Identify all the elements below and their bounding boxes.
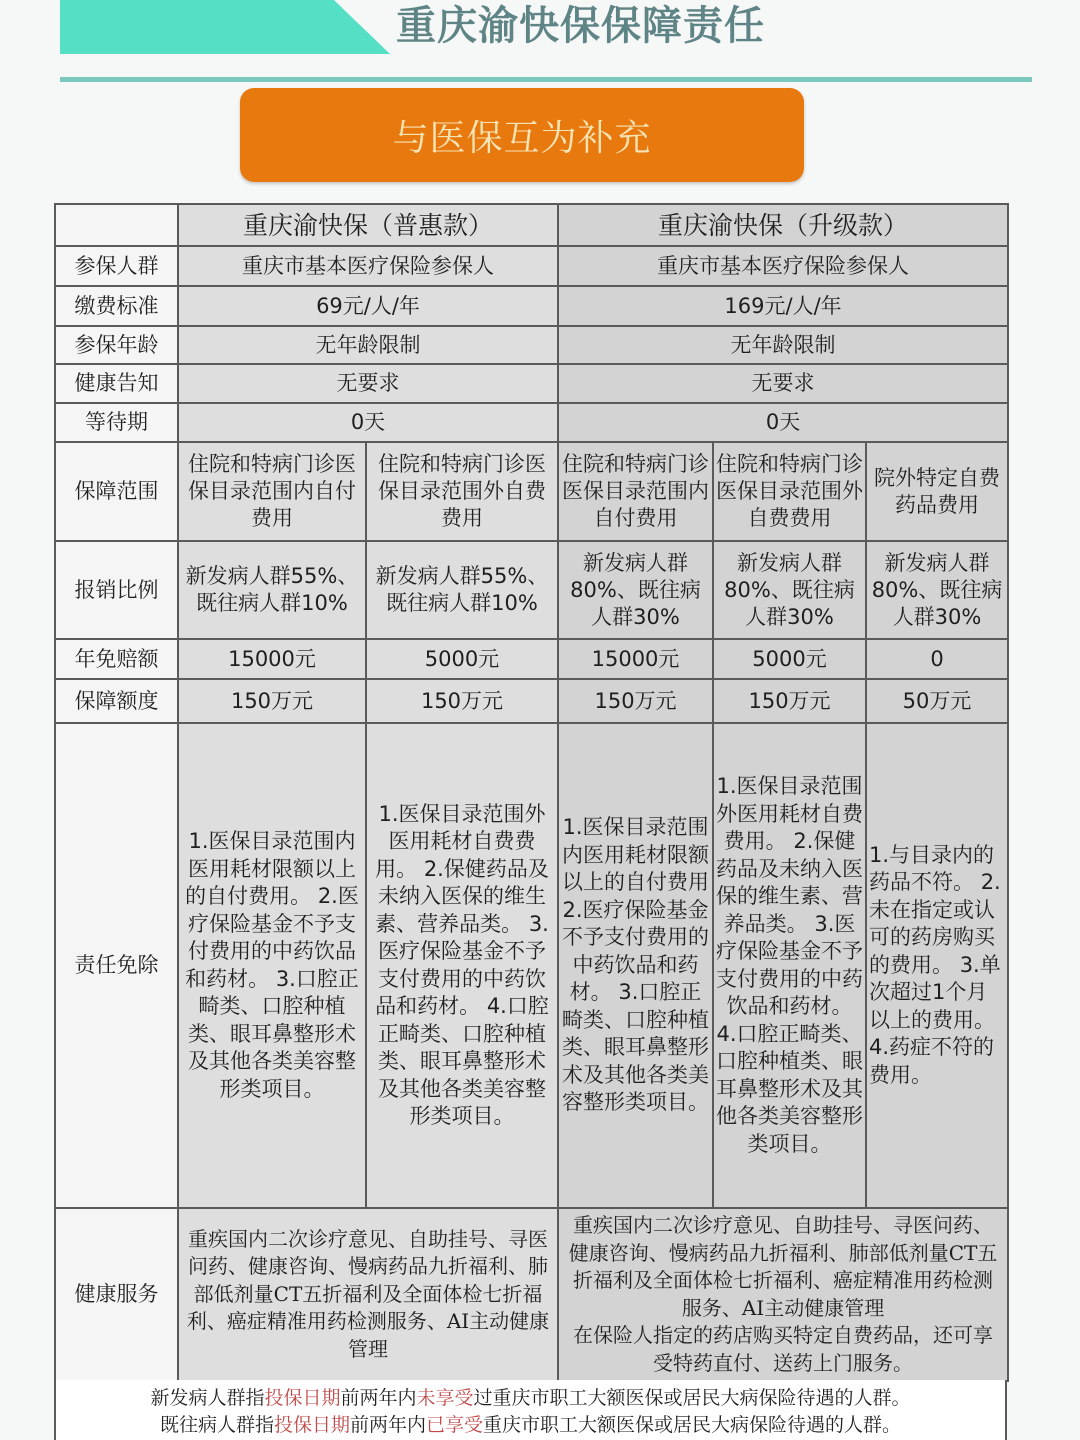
table-row [55, 403, 1008, 442]
table-cell: 住院和特病门诊医保目录范围外自费费用 [366, 442, 558, 541]
table-cell: 5000元 [713, 639, 866, 679]
table-cell: 169元/人/年 [558, 286, 1008, 326]
supplement-banner [240, 88, 804, 182]
table-cell: 无要求 [178, 364, 558, 403]
table-row [55, 326, 1008, 364]
table-cell: 无要求 [558, 364, 1008, 403]
table-row-scope [55, 442, 1008, 541]
table-cell: 150万元 [558, 679, 713, 723]
row-label: 参保年龄 [55, 326, 178, 364]
table-row-deductible [55, 639, 1008, 679]
table-cell: 1.医保目录范围内医用耗材限额以上的自付费用 2.医疗保险基金不予支付费用的中药饮品和药材。 3.口腔正畸类、口腔种植类、眼耳鼻整形术及其他各类美容整形类项目。 [558, 723, 713, 1208]
table-cell: 150万元 [178, 679, 366, 723]
table-cell: 1.与目录内的药品不符。 2.未在指定或认可的药房购买的费用。 3.单次超过1个月以上的费用。 4.药症不符的费用。 [866, 723, 1008, 1208]
row-label: 参保人群 [55, 246, 178, 286]
row-label: 健康服务 [55, 1208, 178, 1381]
row-label: 责任免除 [55, 723, 178, 1208]
row-label: 报销比例 [55, 541, 178, 639]
footnote-line-existing-patients [56, 1412, 1005, 1439]
row-label: 年免赔额 [55, 639, 178, 679]
table-row-health-services [55, 1208, 1008, 1381]
plan-upgrade-header: 重庆渝快保（升级款） [558, 204, 1008, 246]
table-cell: 院外特定自费药品费用 [866, 442, 1008, 541]
table-cell: 新发病人群80%、既往病人群30% [558, 541, 713, 639]
table-cell: 0天 [178, 403, 558, 442]
health-services-extra: 在保险人指定的药店购买特定自费药品，还可享受特药直付、送药上门服务。 [573, 1323, 994, 1375]
table-row-limit [55, 679, 1008, 723]
table-cell [558, 1208, 1008, 1381]
table-cell: 69元/人/年 [178, 286, 558, 326]
table-cell: 无年龄限制 [178, 326, 558, 364]
row-label: 缴费标准 [55, 286, 178, 326]
header-banner-shape [60, 0, 390, 54]
footnote-highlight: 投保日期 [264, 1387, 341, 1409]
coverage-comparison-table [54, 203, 1009, 1382]
table-cell: 15000元 [558, 639, 713, 679]
table-cell: 住院和特病门诊医保目录范围内自付费用 [178, 442, 366, 541]
table-cell: 重疾国内二次诊疗意见、自助挂号、寻医问药、健康咨询、慢病药品九折福利、肺部低剂量CT五折福利及全面体检七折福利、癌症精准用药检测服务、AI主动健康管理 [178, 1208, 558, 1381]
footnote-text: 前两年内 [349, 1414, 426, 1436]
row-label: 健康告知 [55, 364, 178, 403]
table-cell: 新发病人群80%、既往病人群30% [713, 541, 866, 639]
footnote-text: 既往病人群指 [159, 1414, 274, 1436]
table-cell: 0天 [558, 403, 1008, 442]
table-row [55, 246, 1008, 286]
table-row-exclusions [55, 723, 1008, 1208]
table-cell: 新发病人群55%、既往病人群10% [178, 541, 366, 639]
table-cell: 1.医保目录范围外医用耗材自费费用。 2.保健药品及未纳入医保的维生素、营养品类。 3.医疗保险基金不予支付费用的中药饮品和药材。 4.口腔正畸类、口腔种植类、眼耳鼻整形术及其他各类美容整形类项目。 [713, 723, 866, 1208]
table-cell: 新发病人群80%、既往病人群30% [866, 541, 1008, 639]
header-divider [60, 77, 1032, 82]
table-cell: 0 [866, 639, 1008, 679]
table-cell: 重庆市基本医疗保险参保人 [558, 246, 1008, 286]
footnote-text: 新发病人群指 [150, 1387, 265, 1409]
footnote-highlight: 已享受 [426, 1414, 484, 1436]
table-cell: 1.医保目录范围内医用耗材限额以上的自付费用。 2.医疗保险基金不予支付费用的中药饮品和药材。 3.口腔正畸类、口腔种植类、眼耳鼻整形术及其他各类美容整形类项目。 [178, 723, 366, 1208]
table-cell: 150万元 [366, 679, 558, 723]
footnote-text: 前两年内 [340, 1387, 417, 1409]
table-cell: 50万元 [866, 679, 1008, 723]
table-cell: 无年龄限制 [558, 326, 1008, 364]
table-row [55, 286, 1008, 326]
table-row-ratio [55, 541, 1008, 639]
table-cell: 5000元 [366, 639, 558, 679]
footnote-highlight: 投保日期 [273, 1414, 350, 1436]
footnote-text: 过重庆市职工大额医保或居民大病保险待遇的人群。 [473, 1387, 911, 1409]
table-cell: 15000元 [178, 639, 366, 679]
table-cell: 1.医保目录范围外医用耗材自费费用。 2.保健药品及未纳入医保的维生素、营养品类。 3.医疗保险基金不予支付费用的中药饮品和药材。 4.口腔正畸类、口腔种植类、眼耳鼻整形术及其他各类美容整形类项目。 [366, 723, 558, 1208]
footnote-highlight: 未享受 [416, 1387, 474, 1409]
page-title: 重庆渝快保保障责任 [396, 3, 765, 49]
table-cell: 新发病人群55%、既往病人群10% [366, 541, 558, 639]
table-cell: 重庆市基本医疗保险参保人 [178, 246, 558, 286]
footnote-text: 重庆市职工大额医保或居民大病保险待遇的人群。 [483, 1414, 902, 1436]
table-cell: 住院和特病门诊医保目录范围外自费费用 [713, 442, 866, 541]
table-cell: 150万元 [713, 679, 866, 723]
table-row [55, 364, 1008, 403]
plan-basic-header: 重庆渝快保（普惠款） [178, 204, 558, 246]
table-cell: 住院和特病门诊医保目录范围内自付费用 [558, 442, 713, 541]
row-label: 保障额度 [55, 679, 178, 723]
plan-header-row [55, 204, 1008, 246]
footnote-line-new-patients [56, 1385, 1005, 1412]
row-label: 等待期 [55, 403, 178, 442]
supplement-banner-label: 与医保互为补充 [392, 117, 652, 159]
row-label: 保障范围 [55, 442, 178, 541]
health-services-text: 重疾国内二次诊疗意见、自助挂号、寻医问药、健康咨询、慢病药品九折福利、肺部低剂量CT五折福利及全面体检七折福利、癌症精准用药检测服务、AI主动健康管理 [568, 1213, 998, 1320]
footnote [54, 1380, 1007, 1440]
corner-cell [55, 204, 178, 246]
